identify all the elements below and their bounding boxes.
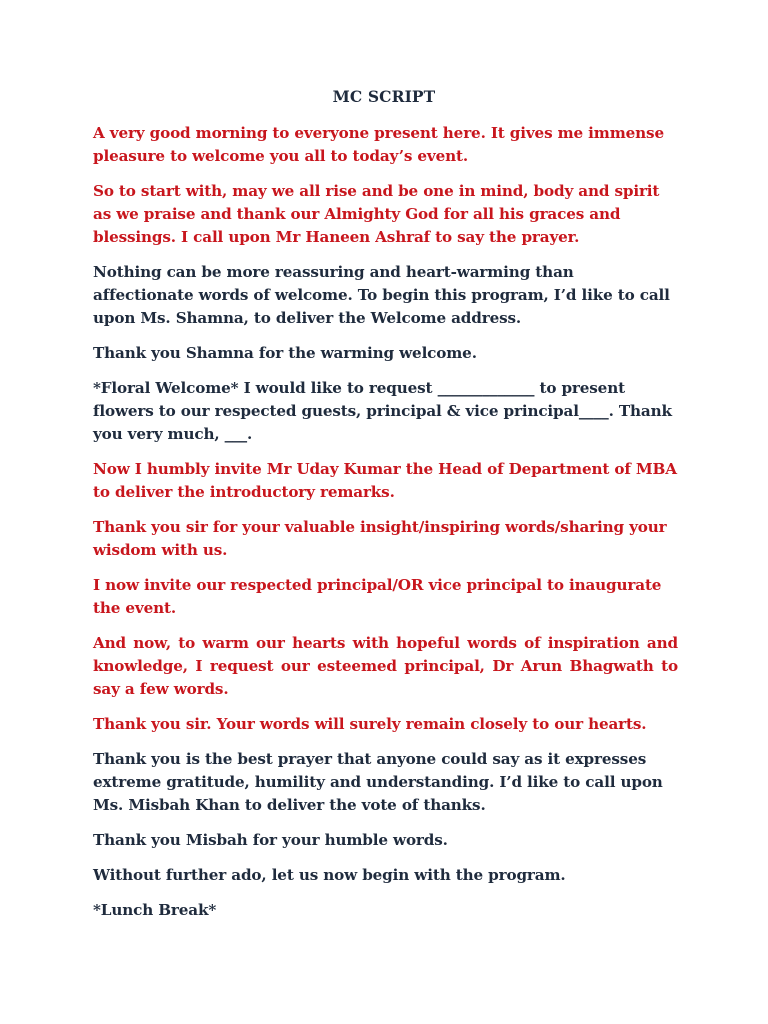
paragraph-lunch-break: *Lunch Break* bbox=[93, 901, 217, 919]
paragraph-inauguration: I now invite our respected principal/OR vice principal to inaugurate the event. bbox=[93, 576, 662, 617]
paragraph-prayer: So to start with, may we all rise and be one in mind, body and spirit as we praise and thank our Almighty God for all his graces and blessings. I call upon Mr Haneen Ashraf to say the prayer. bbox=[93, 182, 660, 246]
paragraph-welcome-greeting: A very good morning to everyone present here. It gives me immense pleasure to welcome you all to today’s event. bbox=[93, 124, 664, 165]
paragraph-floral-welcome: *Floral Welcome* I would like to request _____________ to present flowers to our respected guests, principal & vice principal____. Thank you very much, ___. bbox=[93, 379, 672, 443]
paragraph-thanks-shamna: Thank you Shamna for the warming welcome. bbox=[93, 344, 477, 362]
document-title: MC SCRIPT bbox=[332, 87, 436, 106]
paragraph-thanks-principal: Thank you sir. Your words will surely remain closely to our hearts. bbox=[93, 715, 647, 733]
paragraph-vote-of-thanks: Thank you is the best prayer that anyone could say as it expresses extreme gratitude, humility and understanding. I’d like to call upon Ms. Misbah Khan to deliver the vote of thanks. bbox=[93, 750, 663, 814]
document-body bbox=[93, 122, 678, 934]
paragraph-principal-address: And now, to warm our hearts with hopeful words of inspiration and knowledge, I request our esteemed principal, Dr Arun Bhagwath to say a few words. bbox=[93, 634, 678, 698]
paragraph-begin-program: Without further ado, let us now begin with the program. bbox=[93, 866, 566, 884]
paragraph-welcome-address: Nothing can be more reassuring and heart-warming than affectionate words of welcome. To begin this program, I’d like to call upon Ms. Shamna, to deliver the Welcome address. bbox=[93, 263, 670, 327]
paragraph-introductory-remarks: Now I humbly invite Mr Uday Kumar the Head of Department of MBA to deliver the introductory remarks. bbox=[93, 460, 677, 501]
paragraph-thanks-hod: Thank you sir for your valuable insight/inspiring words/sharing your wisdom with us. bbox=[93, 518, 667, 559]
paragraph-thanks-misbah: Thank you Misbah for your humble words. bbox=[93, 831, 448, 849]
